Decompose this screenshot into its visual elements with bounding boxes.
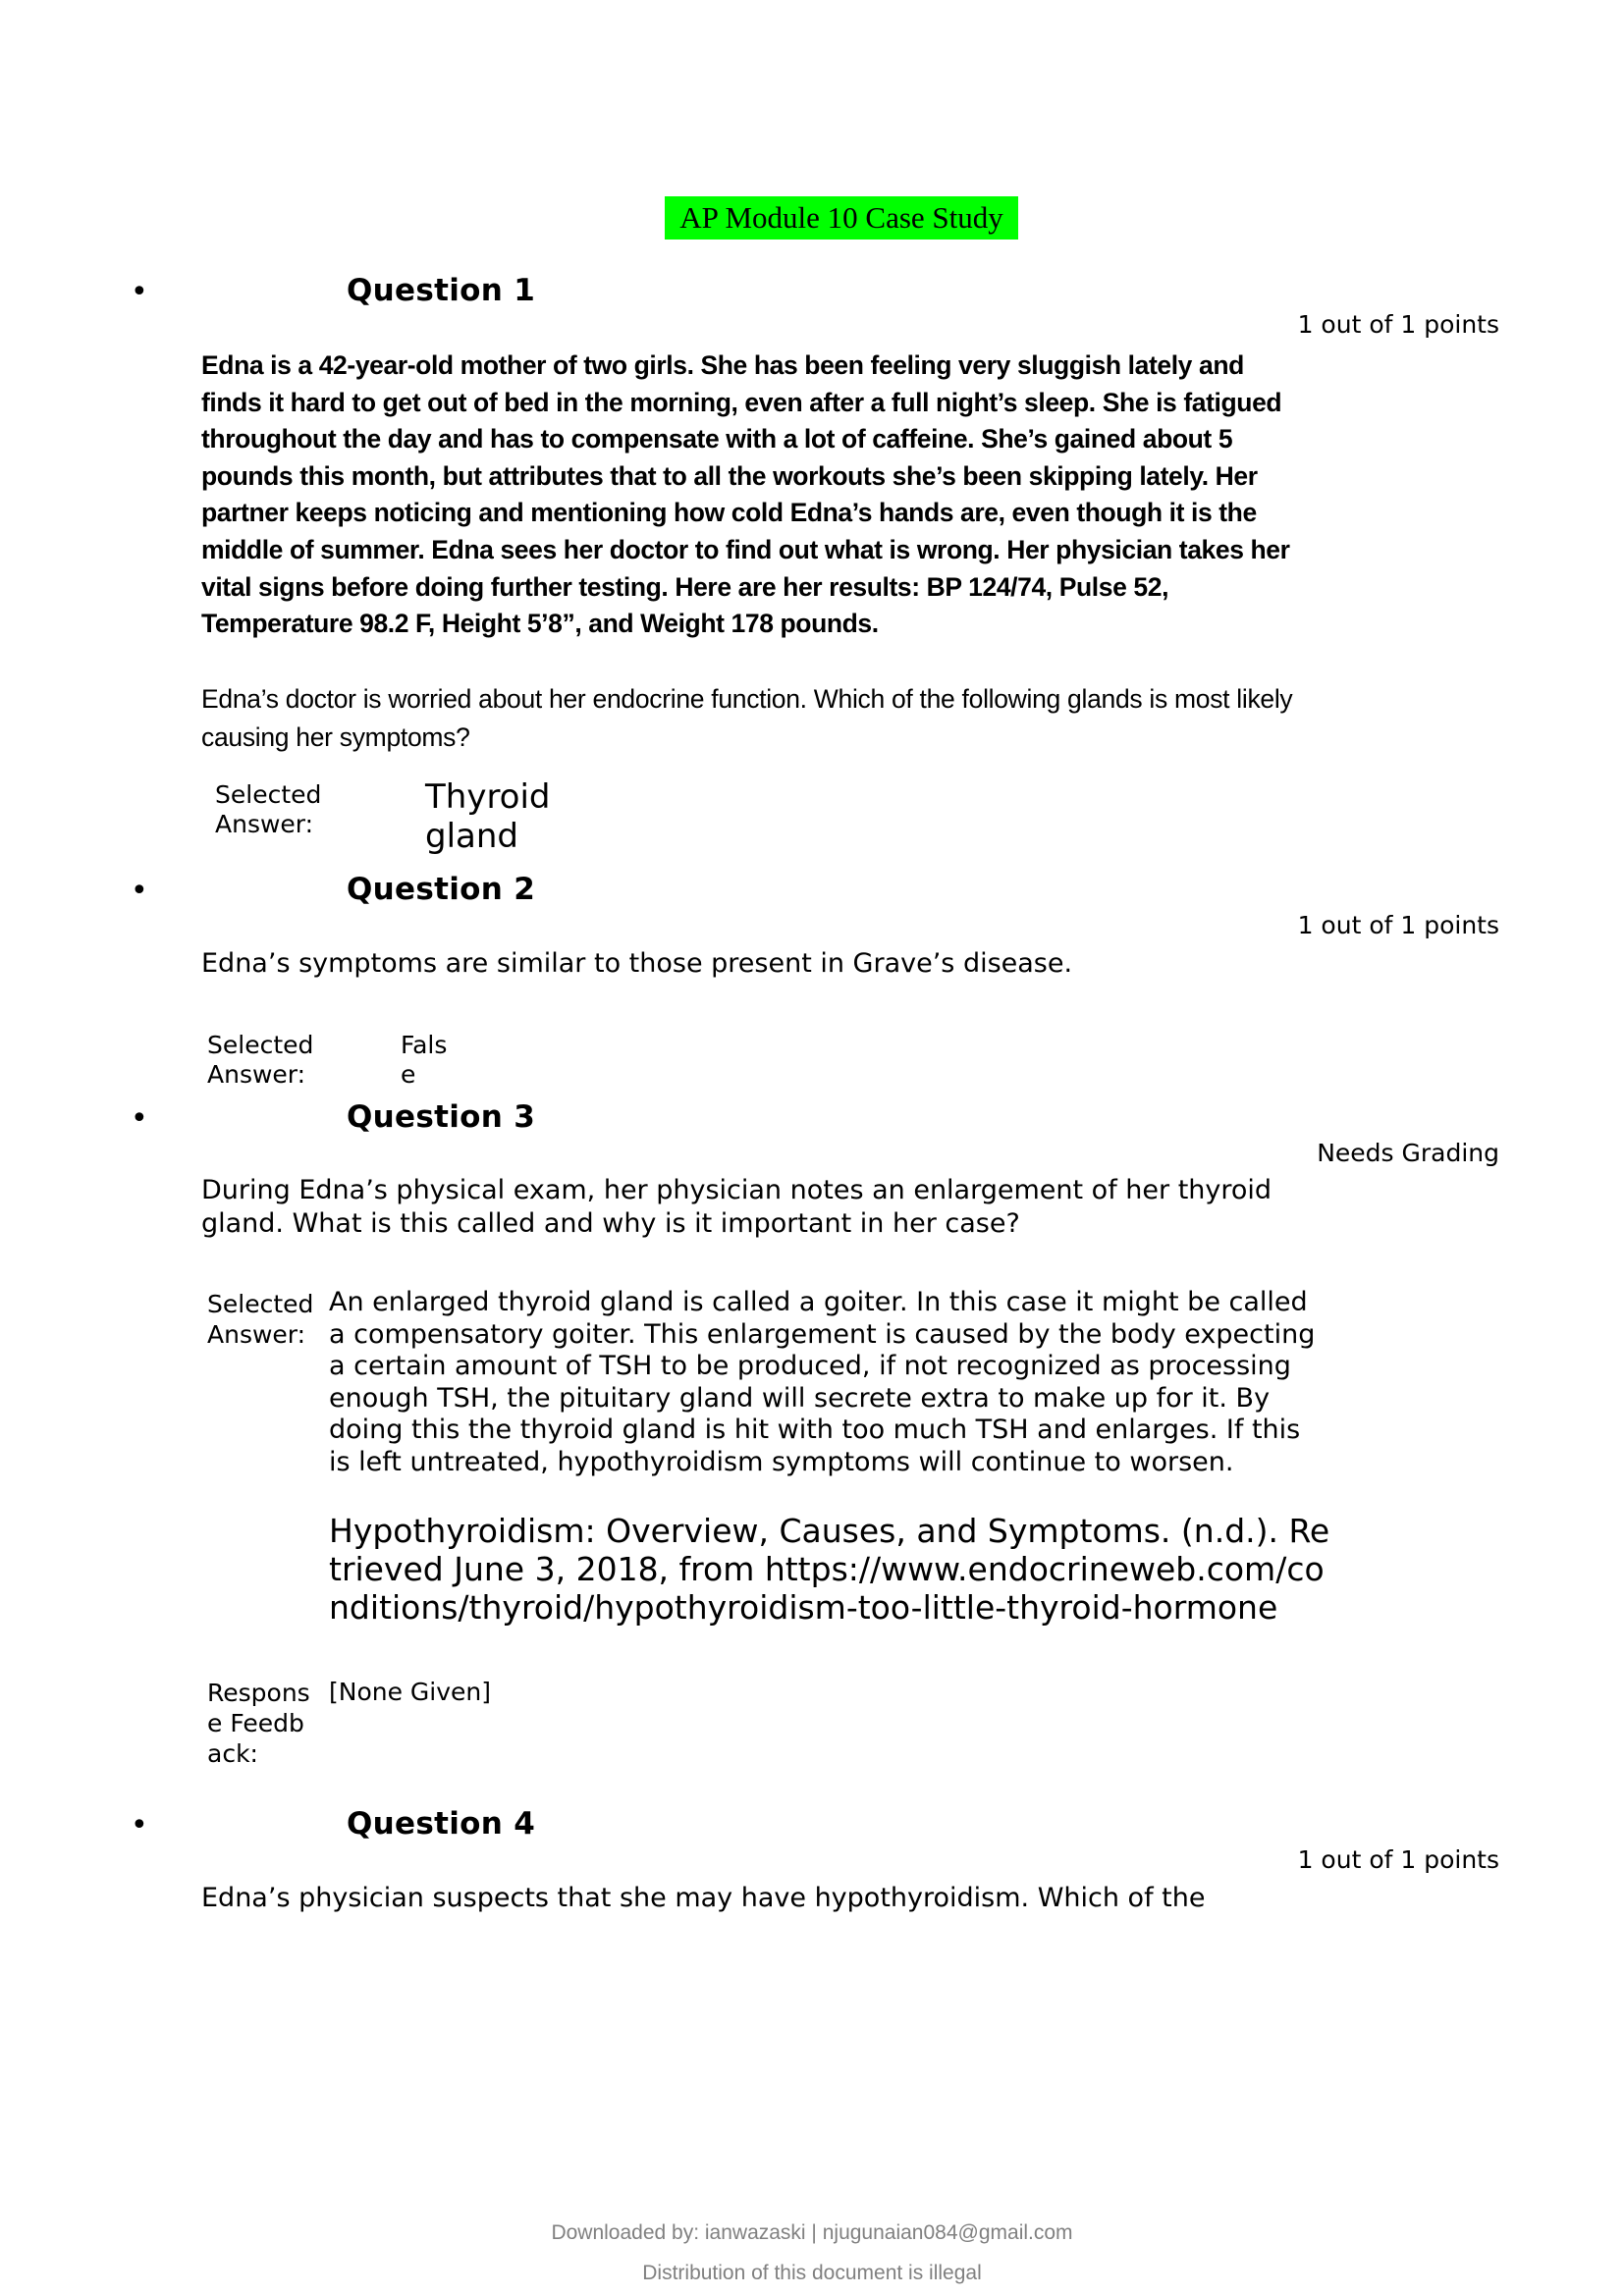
selected-answer-label: Selected Answer:: [207, 1290, 314, 1349]
question-1-prompt: Edna’s doctor is worried about her endocrine function. Which of the following glands is most likely causing her symptoms?: [201, 684, 1293, 752]
question-1-selected-answer: Thyroid gland: [425, 777, 551, 856]
question-2-prompt: Edna’s symptoms are similar to those present in Grave’s disease.: [201, 948, 1073, 979]
question-3-citation: Hypothyroidism: Overview, Causes, and Symptoms. (n.d.). Retrieved June 3, 2018, from https://www.endocrineweb.com/conditions/thyroid/hypothyroidism-too-little-thyroid-hormone: [329, 1512, 1330, 1627]
distribution-notice: Distribution of this document is illegal: [642, 2262, 982, 2284]
question-3-selected-answer: An enlarged thyroid gland is called a goiter. In this case it might be called a compensatory goiter. This enlargement is caused by the body expecting a certain amount of TSH to be produced, if not recognized as processing enough TSH, the pituitary gland will secrete extra to make up for it. By doing this the thyroid gland is hit with too much TSH and enlarges. If this is left untreated, hypothyroidism symptoms will continue to worsen.: [329, 1287, 1316, 1477]
bullet-icon: •: [131, 275, 148, 309]
question-4-points: 1 out of 1 points: [1297, 1845, 1499, 1874]
document-title: AP Module 10 Case Study: [665, 196, 1018, 240]
response-feedback-label: Response Feedback:: [207, 1679, 310, 1768]
question-2-selected-answer: False: [401, 1031, 448, 1089]
bullet-icon: •: [131, 1808, 148, 1842]
question-1-points: 1 out of 1 points: [1297, 310, 1499, 339]
bullet-icon: •: [131, 1101, 148, 1136]
download-notice: Downloaded by: ianwazaski | njugunaian084@gmail.com: [551, 2221, 1073, 2244]
question-1-heading: Question 1: [347, 273, 536, 308]
question-4-prompt: Edna’s physician suspects that she may have hypothyroidism. Which of the: [201, 1883, 1206, 1913]
question-2-points: 1 out of 1 points: [1297, 911, 1499, 939]
question-1-scenario: Edna is a 42-year-old mother of two girls. She has been feeling very sluggish lately and finds it hard to get out of bed in the morning, even after a full night’s sleep. She is fatigued throughout the day and has to compensate with a lot of caffeine. She’s gained about 5 pounds this month, but attributes that to all the workouts she’s been skipping lately. Her partner keeps noticing and mentioning how cold Edna’s hands are, even though it is the middle of summer. Edna sees her doctor to find out what is wrong. Her physician takes her vital signs before doing further testing. Here are her results: BP 124/74, Pulse 52, Temperature 98.2 F, Height 5’8”, and Weight 178 pounds.: [201, 350, 1290, 639]
question-3-status: Needs Grading: [1317, 1139, 1499, 1167]
selected-answer-label: Selected Answer:: [215, 780, 322, 838]
question-2-heading: Question 2: [347, 872, 536, 907]
bullet-icon: •: [131, 874, 148, 908]
question-3-prompt: During Edna’s physical exam, her physician notes an enlargement of her thyroid gland. What is this called and why is it important in her case?: [201, 1175, 1272, 1239]
question-3-heading: Question 3: [347, 1099, 536, 1135]
question-4-heading: Question 4: [347, 1806, 536, 1842]
selected-answer-label: Selected Answer:: [207, 1031, 314, 1089]
question-3-response-feedback: [None Given]: [329, 1678, 492, 1706]
